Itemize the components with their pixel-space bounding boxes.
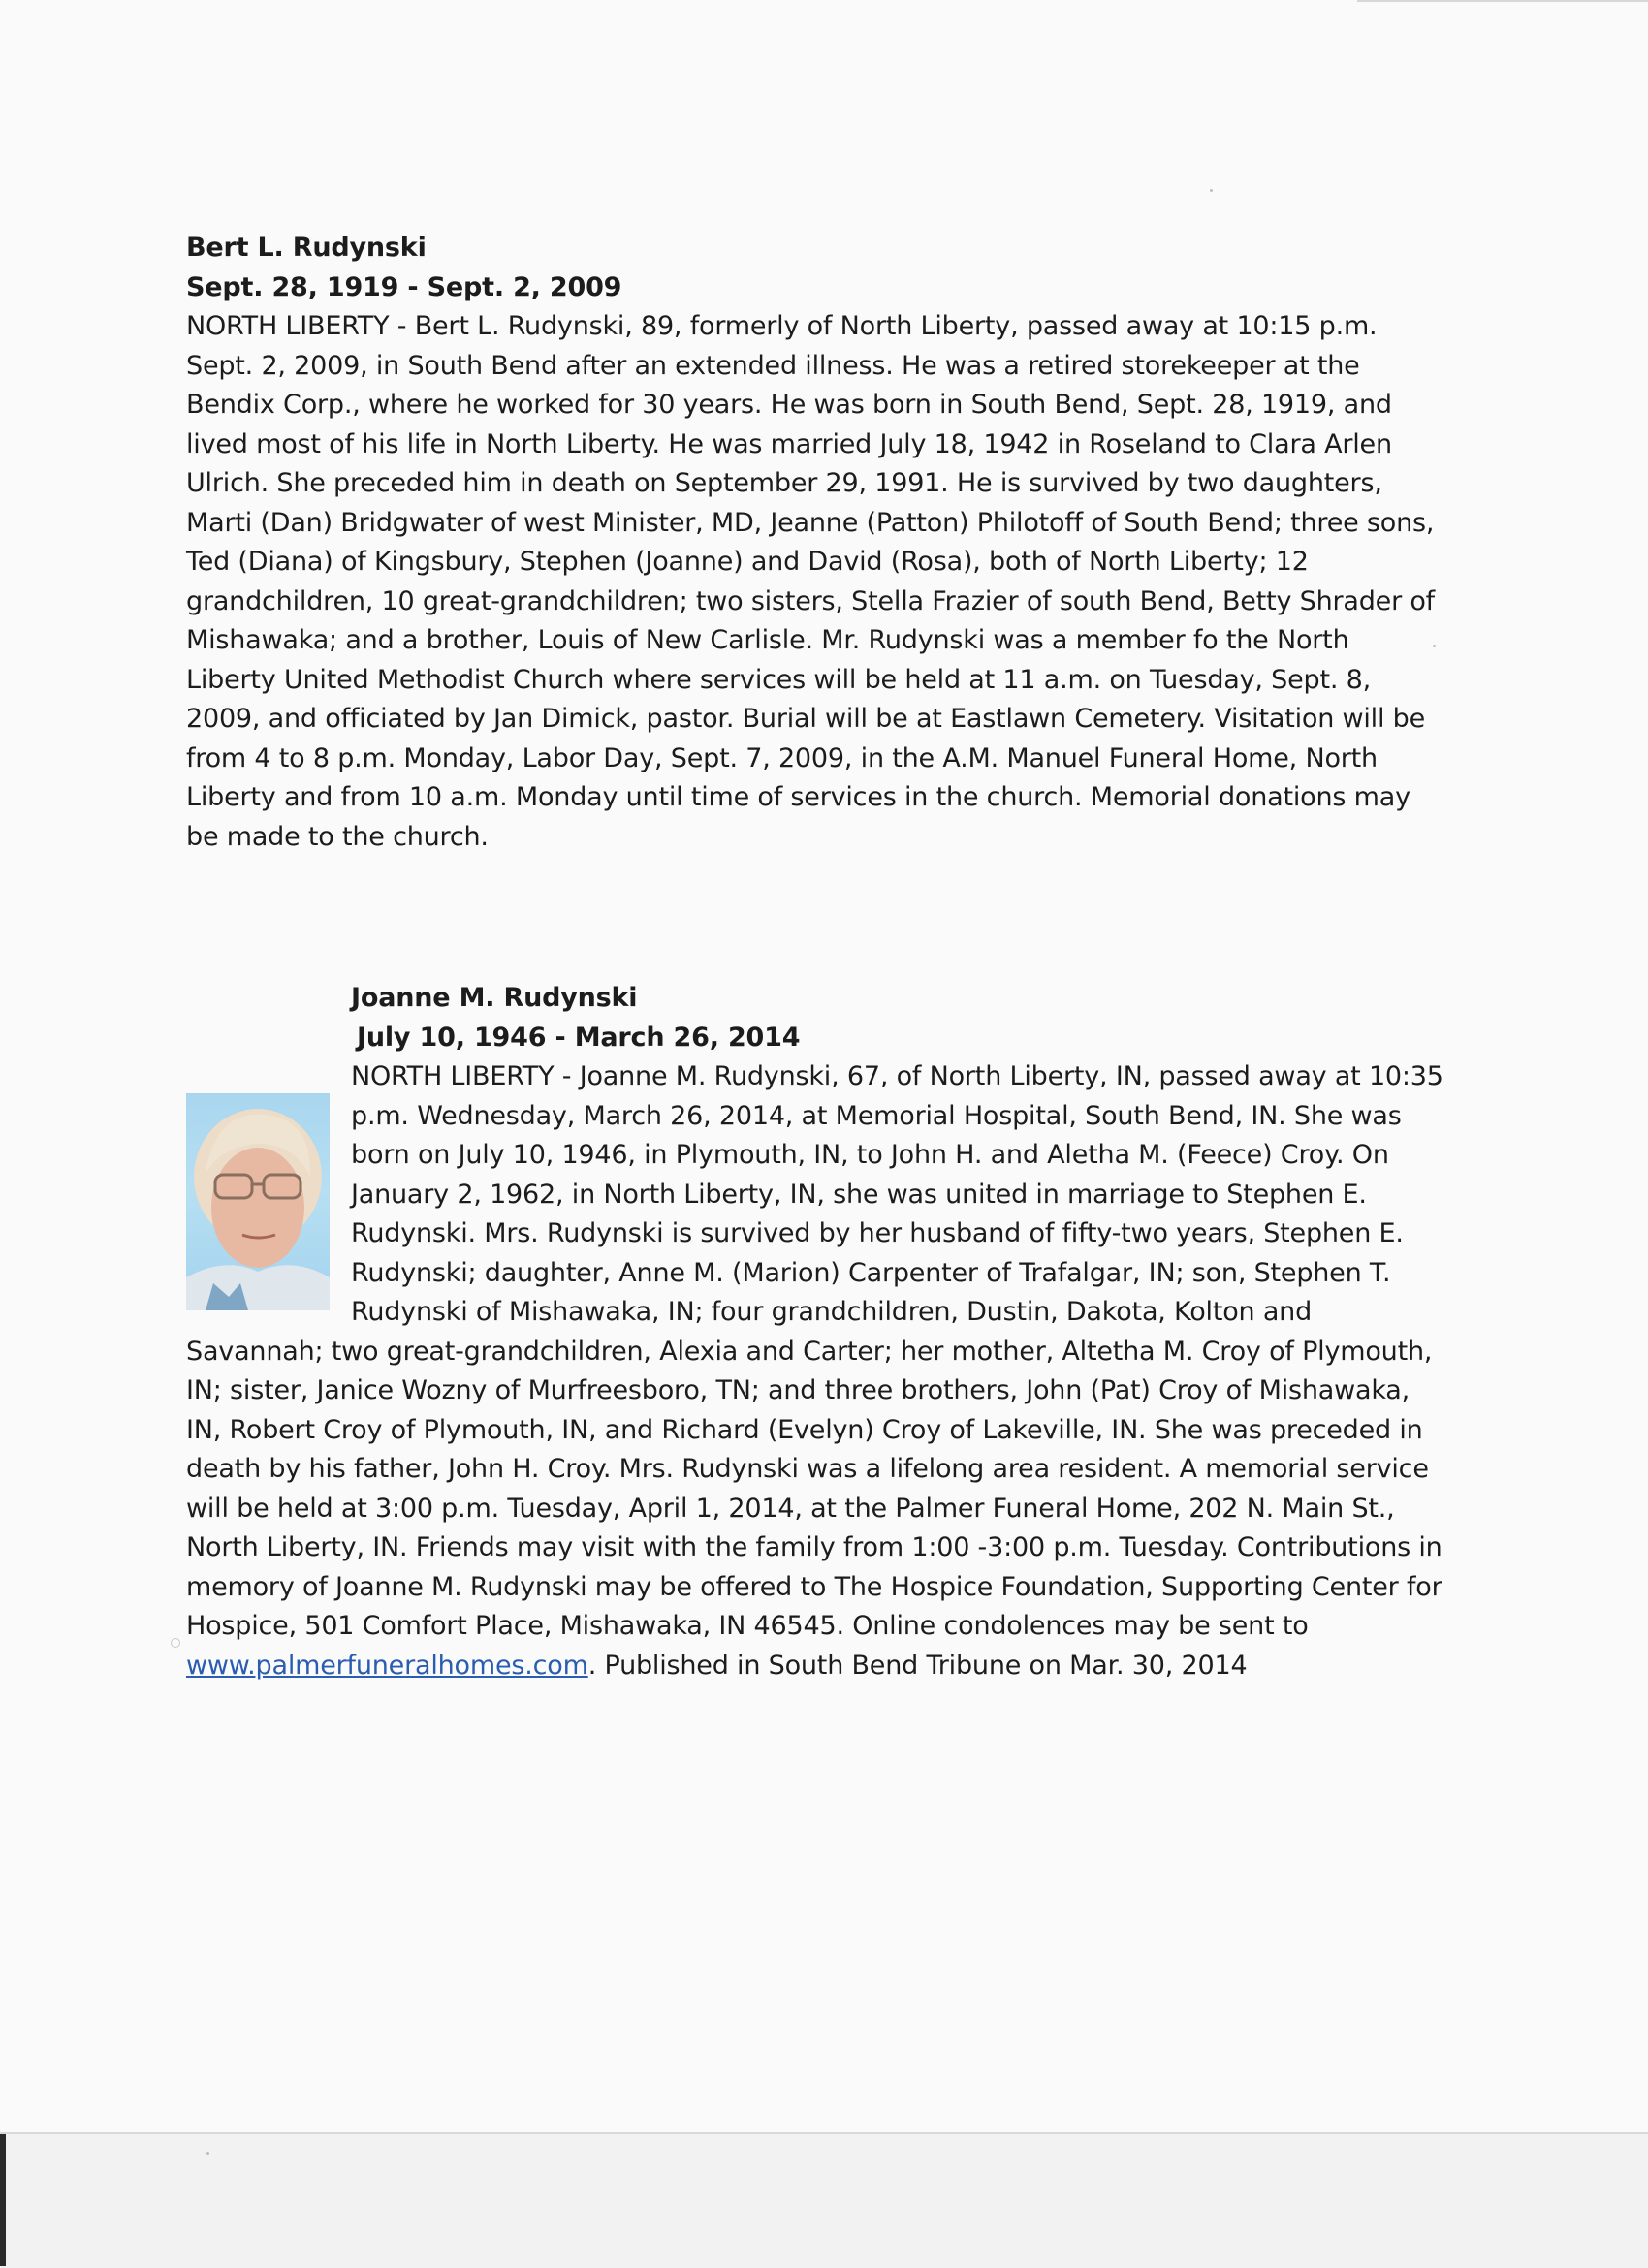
obituary-body-text: NORTH LIBERTY - Joanne M. Rudynski, 67, of North Liberty, IN, passed away at 10:35 p.m. Wednesday, March 26, 2014, at Memorial Hospital, South Bend, IN. She was born on July 10, 1946, in Plymouth, IN, to John H. and Aletha M. (Feece) Croy. On January 2, 1962, in North Liberty, IN, she was united in marriage to Stephen E. Rudynski. Mrs. Rudynski is survived by her husband of fifty-two years, Stephen E. Rudynski; daughter, Anne M. (Marion) Carpenter of Trafalgar, IN; son, Stephen T. Rudynski of Mishawaka, IN; four grandchildren, Dustin, Dakota, Kolton and Savannah; two great-grandchildren, Alexia and Carter; her mother, Altetha M. Croy of Plymouth, IN; sister, Janice Wozny of Murfreesboro, TN; and three brothers, John (Pat) Croy of Mishawaka, IN, Robert Croy of Plymouth, IN, and Richard (Evelyn) Croy of Lakeville, IN. She was preceded in death by his father, John H. Croy. Mrs. Rudynski was a lifelong area resident. A memorial service will be held at 3:00 p.m. Tuesday, April 1, 2014, at the Palmer Funeral Home, 202 N. Main St., North Liberty, IN. Friends may visit with the family from 1:00 -3:00 p.m. Tuesday. Contributions in memory of Joanne M. Rudynski may be offered to The Hospice Foundation, Supporting Center for Hospice, 501 Comfort Place, Mishawaka, IN 46545. Online condolences may be sent to — [186, 1061, 1443, 1641]
scanner-bed-strip — [0, 2132, 1648, 2268]
obituary-dates: Sept. 28, 1919 - Sept. 2, 2009 — [186, 271, 622, 302]
scan-speck — [1210, 189, 1213, 192]
scan-speck — [171, 1638, 180, 1648]
portrait-icon — [186, 1093, 330, 1310]
obituary-bert — [186, 229, 1446, 857]
obituary-joanne — [186, 979, 1446, 1685]
scan-speck — [206, 2152, 209, 2155]
obituary-name: Bert L. Rudynski — [186, 233, 427, 263]
obituary-dates: July 10, 1946 - March 26, 2014 — [357, 1022, 801, 1053]
page-edge-line — [1357, 0, 1648, 2]
obituary-body — [186, 1057, 1446, 1685]
portrait-photo — [186, 1093, 330, 1310]
obituary-body: NORTH LIBERTY - Bert L. Rudynski, 89, formerly of North Liberty, passed away at 10:15 p.m. Sept. 2, 2009, in South Bend after an extended illness. He was a retired storekeeper at the Bendix Corp., where he worked for 30 years. He was born in South Bend, Sept. 28, 1919, and lived most of his life in North Liberty. He was married July 18, 1942 in Roseland to Clara Arlen Ulrich. She preceded him in death on September 29, 1991. He is survived by two daughters, Marti (Dan) Bridgwater of west Minister, MD, Jeanne (Patton) Philotoff of South Bend; three sons, Ted (Diana) of Kingsbury, Stephen (Joanne) and David (Rosa), both of North Liberty; 12 grandchildren, 10 great-grandchildren; two sisters, Stella Frazier of south Bend, Betty Shrader of Mishawaka; and a brother, Louis of New Carlisle. Mr. Rudynski was a member fo the North Liberty United Methodist Church where services will be held at 11 a.m. on Tuesday, Sept. 8, 2009, and officiated by Jan Dimick, pastor. Burial will be at Eastlawn Cemetery. Visitation will be from 4 to 8 p.m. Monday, Labor Day, Sept. 7, 2009, in the A.M. Manuel Funeral Home, North Liberty and from 10 a.m. Monday until time of services in the church. Memorial donations may be made to the church. — [186, 311, 1435, 852]
funeral-home-link[interactable]: www.palmerfuneralhomes.com — [186, 1650, 588, 1681]
obituary-name: Joanne M. Rudynski — [351, 983, 638, 1013]
scanner-edge — [0, 2134, 6, 2266]
obituary-body-ending: . Published in South Bend Tribune on Mar. 30, 2014 — [587, 1650, 1248, 1681]
